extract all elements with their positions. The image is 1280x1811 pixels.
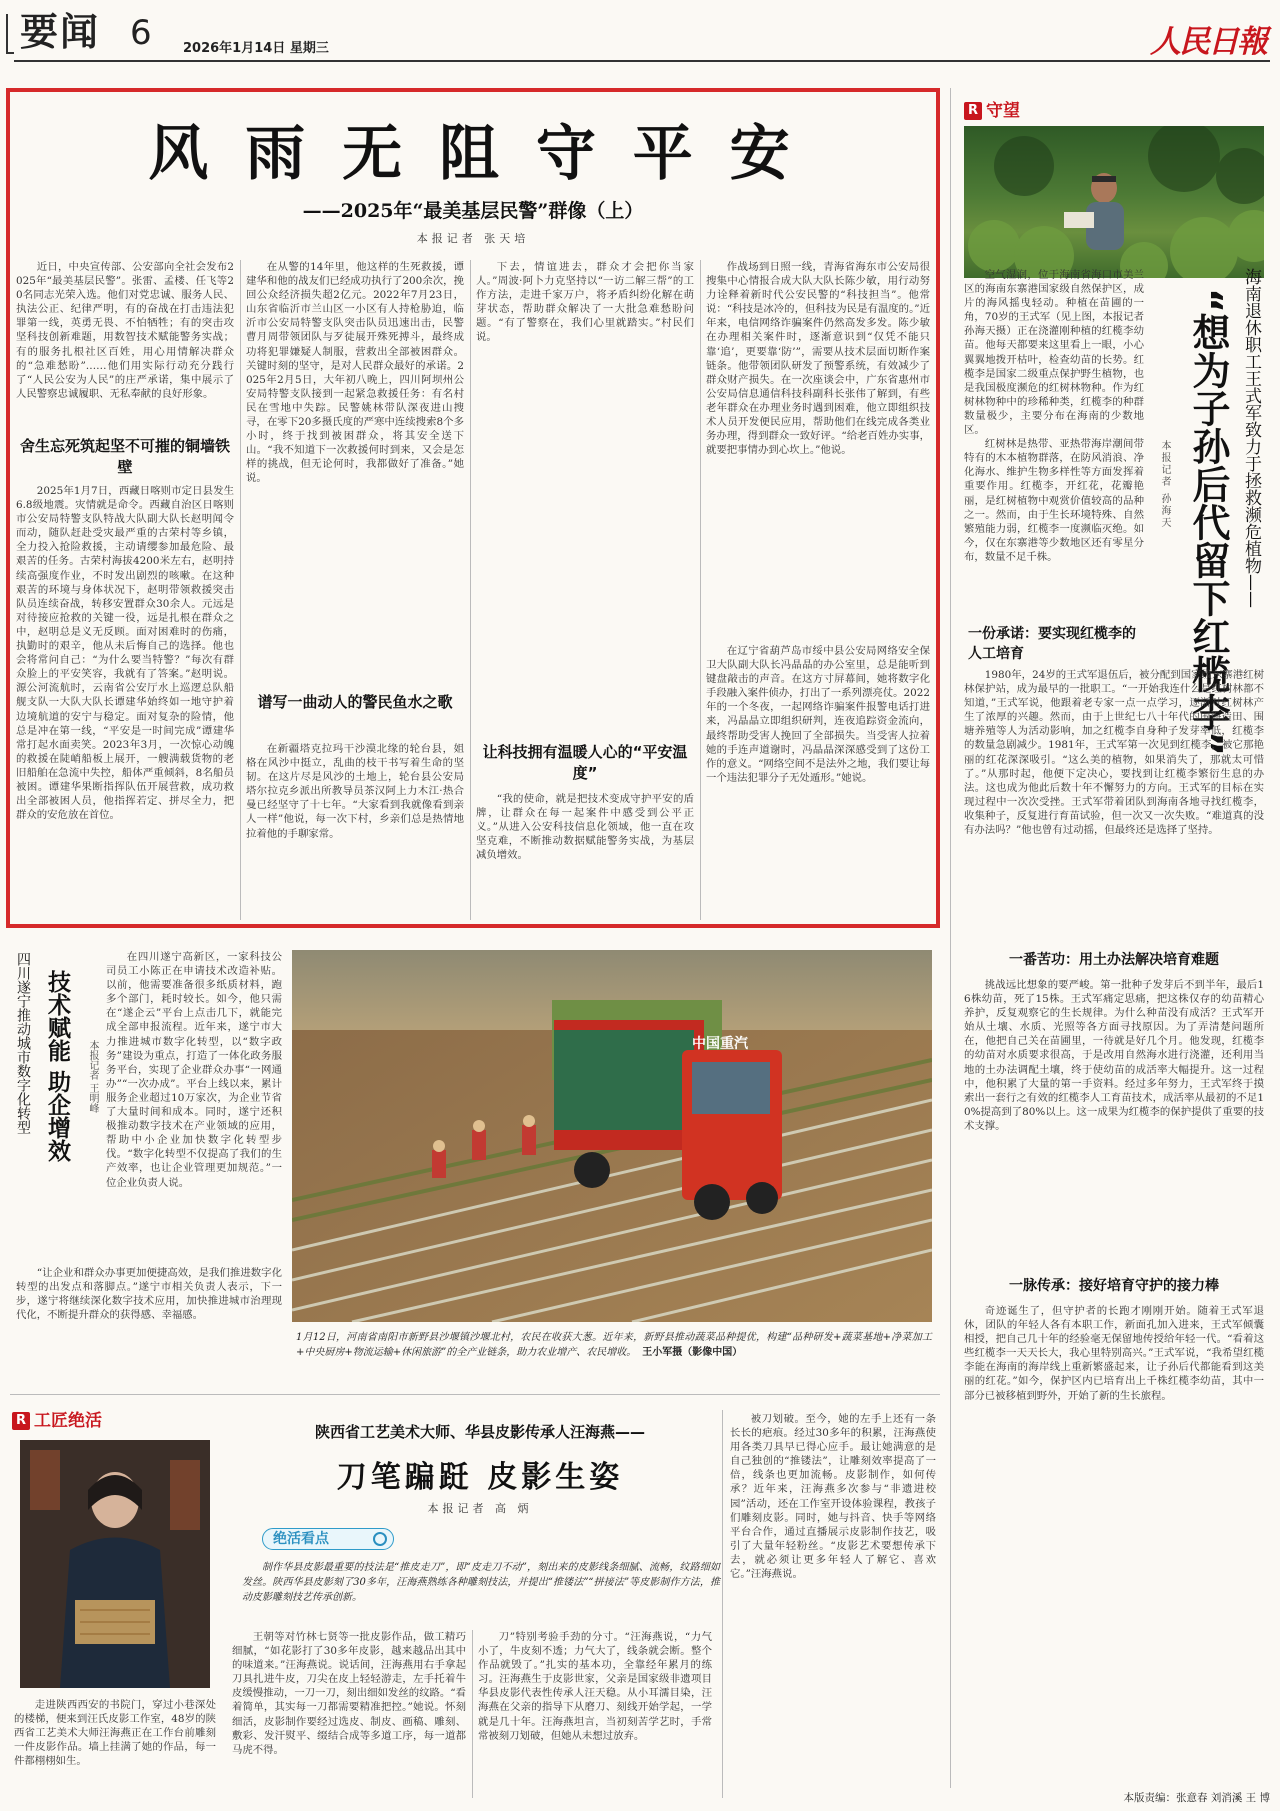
gongjiang-tag: 绝活看点: [262, 1528, 394, 1550]
lead-column-4: 作战场到日照一线，青海省海东市公安局很搜集中心情报合成大队大队长陈少敏，用行动努力诠释着新时代公安民警的“科技担当”。他常说：“科技是冰冷的，但科技为民是有温度的。”近年来，电信网络诈骗案件仍然高发多发。陈少敏在办理相关案件时，逐渐意识到“仅凭不能只靠‘追’，更要靠‘防’”，需要从技术层面切断作案链条。他带领团队研发了预警系统，有效减少了群众财产损失。在一次座谈会中，广东省惠州市公安局信息通信科技科副科长张伟了解到，有些老年群众在办理业务时遇到困难，他立即组织技术人员开发便民应用，帮助他们在线完成各类业务办理，得到群众一致好评。“给老百姓办实事，就要把事情办到心坎上。”他说。: [706, 261, 930, 457]
gongjiang-divider-2: [722, 1410, 723, 1798]
masthead-rule: [14, 60, 1270, 62]
lead-column-4b: 在辽宁省葫芦岛市绥中县公安局网络安全保卫大队副大队长冯晶晶的办公室里，总是能听到键盘敲击的声音。在这方寸屏幕间，她将数字化手段融入案件侦办，打出了一系列漂亮仗。2022年的一个冬夜，一起网络诈骗案件报警电话打进来，冯晶晶立即组织研判，连夜追踪资金流向，最终帮助受害人挽回了全部损失。当受害人拉着她的手连声道谢时，冯晶晶深深感受到了这份工作的意义。“网络空间不是法外之地，我们要让每一个违法犯罪分子无处遁形。”她说。: [706, 645, 930, 784]
shouwang-section: [958, 88, 1274, 1788]
lead-byline: 本报记者 张天培: [416, 232, 530, 245]
section-name: 要闻: [20, 10, 101, 54]
shouwang-byline: 本报记者 孙海天: [1159, 440, 1170, 530]
shouwang-label: R 守望: [964, 96, 1020, 121]
masthead: [0, 0, 1280, 66]
lead-column-1b: 2025年1月7日，西藏日喀则市定日县发生6.8级地震。灾情就是命令。西藏自治区日喀则市公安局特警支队特战大队副大队长赵明闻令而动，随队赶赴受灾最严重的古荣村等乡镇，全力投入抢险救援，主动请缨参加最危险、最艰苦的任务。古荣村海拔4200米左右，赵明持续高强度作业，不时发出剧烈的咳嗽。在这种艰苦的环境与身体状况下，赵明带领救援突击队员连续奋战，转移安置群众30余人。元远是对待接应抢救的关键一役，远是扎根在群众之中，赵明总是义无反顾。面对困难时的伤痛，执勤时的艰辛，他从未后悔自己的选择。他也会将常问自己：“为什么要当特警？”每次有群众脸上的平安笑容，我就有了答案。”赵明说。源公河流航时，云南省公安厅水上巡逻总队船舰支队一大队大队长谭建华始终如一地守护着边境航道的安宁与稳定。面对复杂的险情，他总是冲在第一线，“平安是一时间完成”谭建华常打起水面卖笑。2023年3月，一次惊心动魄的救援在陡峭船板上展开，一艘满载货物的老旧船舶在急流中失控，船体严重倾斜，8名船员被困。谭建华果断指挥队伍开展营救，成功救出全部被困人员，他指挥若定、拼尽全力，把群众的安危放在首位。: [16, 485, 234, 822]
gongjiang-column-3: 刀”特别考验手劲的分寸。“汪海燕说，“力气小了，牛皮刻不透；力气大了，线条就会断。整个作品就毁了。”扎实的基本功，全靠经年累月的练习。汪海燕生于皮影世家，父亲是国家级非遗项目华县皮影代表性传承人汪天稳。从小耳濡目染，汪海燕在父亲的指导下从磨刀、刻线开始学起，一学就是几十年。汪海燕坦言，当初刻苦学艺时，手常常被刻刀划破，但她从未想过放弃。: [478, 1631, 712, 1742]
lead-story: [6, 88, 940, 928]
lead-divider-3: [700, 260, 701, 920]
gongjiang-byline: 本报记者 高 炳: [427, 1502, 533, 1515]
footer-editors: 本版责编：张意春 刘消溪 王 博: [1123, 1792, 1270, 1804]
gongjiang-column-4: 被刀划破。至今，她的左手上还有一条长长的疤痕。经过30多年的积累，汪海燕使用各类刀具早已得心应手。最让她满意的是自己独创的“推镂法”，让雕刻效率提高了一倍，线条也更加流畅。皮影制作，如何传承？近年来，汪海燕多次参与“非遗进校园”活动，还在工作室开设体验课程，教孩子们雕刻皮影。同时，她与抖音、快手等网络平台合作，通过直播展示皮影制作技艺，吸引了大量年轻粉丝。“皮影艺术要想传承下去，就必须让更多年轻人了解它、喜欢它。”汪海燕说。: [730, 1413, 936, 1581]
artisan-photo-graphic: [20, 1440, 210, 1688]
suining-text-2: “让企业和群众办事更加便捷高效，是我们推进数字化转型的出发点和落脚点。”遂宁市相关负责人表示，下一步，遂宁将继续深化数字技术应用，加快推进城市治理现代化，不断提升群众的获得感、幸福感。: [16, 1267, 282, 1322]
gongjiang-column-1: 走进陕西西安的书院门，穿过小巷深处的楼梯，便来到汪氏皮影工作室，48岁的陕西省工艺美术大师汪海燕正在工作台前雕刻一件皮影作品。墙上挂满了她的作品，每一件都栩栩如生。: [14, 1699, 216, 1768]
gongjiang-lead: 制作华县皮影最重要的技法是“推皮走刀”，即“皮走刀不动”，刻出来的皮影线条细腻、流畅，纹路细如发丝。陕西华县皮影刻了30多年，汪海燕熟练各种雕刻技法，并提出“推镂法”“拼接法”等皮影制作方法，推动皮影雕刻技艺传承创新。: [242, 1562, 720, 1603]
paper-logo: 人民日報: [1150, 24, 1266, 60]
shouwang-section-2: 挑战远比想象的要严峻。第一批种子发芽后不到半年，最后16株幼苗，死了15株。王式军痛定思痛，把这株仅存的幼苗精心养护，反复观察它的生长规律。为什么种苗没有成活？王式军开始从土壤、水质、光照等各方面寻找原因。为了弄清楚问题所在，他把自己关在苗圃里，一待就是好几个月。他发现，红榄李的幼苗对水质要求很高，于是改用自然海水进行浇灌，还利用当地的土办法调配土壤，终于使幼苗的成活率大幅提升。这一过程中，他积累了大量的第一手资料。经过多年努力，王式军终于摸索出一套行之有效的红榄李人工育苗技术，成活率从最初的不足10%提高到了80%以上。这一成果为红榄李的保护提供了重要的技术支撑。: [964, 979, 1264, 1132]
suining-headline: 技术赋能 助企增效: [44, 970, 70, 1163]
artisan-photo: [20, 1440, 210, 1688]
lead-column-2: 在从警的14年里，他这样的生死救援，谭建华和他的战友们已经成功执行了200余次，挽回公众经济损失超2亿元。2022年7月23日，山东省临沂市兰山区一小区有人持枪胁迫，临沂市公安局特警支队突击队员迅速出击，民警曹月周带领团队与歹徒展开殊死搏斗，最终成功将犯罪嫌疑人制服，营救出全部被困群众。关键时刻的坚守，是对人民群众最好的承诺。2025年2月5日，大年初八晚上，四川阿坝州公安局特警支队接到一起紧急救援任务：有名村民在雪地中失踪。民警姚林带队深夜进山搜寻，在零下20多摄氏度的严寒中连续搜索8个多小时，终于找到被困群众，将其安全送下山。“我不知道下一次救援何时到来，又会是怎样的挑战，但无论何时，我都做好了准备。”她说。: [246, 261, 464, 485]
gongjiang-story: [10, 1404, 940, 1802]
suining-story: [10, 940, 284, 1390]
right-column-divider: [950, 88, 951, 1788]
gongjiang-column-2: 王朝等对竹林七贤等一批皮影作品，做工精巧细腻，“如花影打了30多年皮影，越来越品出其中的味道来。”汪海燕说。说话间，汪海燕用右手拿起刀具扎进牛皮，刀尖在皮上轻轻游走，左手托着牛皮缓慢推动，一刀一刀，刻出细如发丝的纹路。“看着简单，其实每一刀都需要精准把控。”她说。怀刻细活，皮影制作要经过选皮、制皮、画稿、雕刻、敷彩、发汗熨平、缀结合成等多道工序，每一道都马虎不得。: [232, 1631, 466, 1756]
lead-subhead-3: 让科技拥有温暖人心的“平安温度”: [482, 743, 688, 782]
lead-column-2b: 在新疆塔克拉玛干沙漠北缘的轮台县，姐格在风沙中挺立，乱曲的枝干书写着生命的坚韧。在这片尽是风沙的土地上，轮台县公安局塔尔拉克乡派出所教导员茶汉阿上力木江·热合曼已经坚守了十七年。“大家看到我就像看到亲人一样”他说，每一次下村，乡亲们总是热情地拉着他的手聊家常。: [246, 743, 464, 840]
lead-subtitle: ——2025年“最美基层民警”群像（上）: [302, 200, 644, 222]
shouwang-kicker: 海南退休职工王式军致力于拯救濒危植物——: [1241, 268, 1261, 608]
suining-byline: 本报记者 王明峰: [87, 1040, 98, 1114]
lead-column-3b: “我的使命，就是把技术变成守护平安的盾牌，让群众在每一起案件中感受到公平正义。”从进入公安科技信息化领域，他一直在攻坚克难，不断推动数据赋能警务实战，为基层减负增效。: [476, 793, 694, 862]
section-rule: [10, 1394, 940, 1395]
masthead-bracket: [6, 14, 14, 54]
lead-column-1: 近日，中央宣传部、公安部向全社会发布2025年“最美基层民警”。张雷、孟楼、任飞等20名同志光荣入选。他们对党忠诚、服务人民、执法公正、纪律严明，有的奋战在打击违法犯罪第一线，英勇无畏、不怕牺牲；有的突击攻坚科技创新难题，用数智技术赋能警务实战；有的服务扎根社区百姓，用心用情解决群众的“急难愁盼”……他们用实际行动充分践行了“人民公安为人民”的庄严承诺，集中展示了人民警察忠诚履职、无私奉献的良好形象。: [16, 261, 234, 400]
lead-subhead-2: 谱写一曲动人的警民鱼水之歌: [257, 693, 453, 711]
lead-subhead-1: 舍生忘死筑起坚不可摧的铜墙铁壁: [20, 437, 231, 476]
photo-caption: 1月12日，河南省南阳市新野县沙堰镇沙堰北村，农民在收获大葱。近年来，新野县推动蔬菜品种提优，构建“品种研发+蔬菜基地+净菜加工+中央厨房+物流运输+休闲旅游”的全产业链条，助力农业增产、农民增收。 王小军摄（影像中国）: [296, 1332, 932, 1358]
shouwang-subhead-3: 一脉传承：接好培育守护的接力棒: [1009, 1278, 1219, 1294]
shouwang-section-1: 1980年，24岁的王式军退伍后，被分配到国家级东寨港红树林保护站，成为最早的一批职工。“一开始我连什么是红树林都不知道，”王式军说，他跟着老专家一点一点学习，逐渐对红树林产生了浓厚的兴趣。然而，由于上世纪七八十年代的围海造田、围塘养殖等人为活动影响，加之红榄李自身种子发芽率低，红榄李的数量急剧减少。1981年，王式军第一次见到红榄李，被它那艳丽的红花深深吸引。“这么美的植物，如果消失了，那就太可惜了。”从那时起，他便下定决心，要找到让红榄李繁衍生息的办法。这也成为他此后数十年不懈努力的方向。王式军的目标在实现过程中一次次受挫。王式军带着团队到海南各地寻找红榄李，收集种子，反复进行育苗试验，但一次又一次失败。“难道真的没有办法吗？”他也曾有过动摇，但最终还是选择了坚持。: [964, 669, 1264, 837]
shouwang-subhead-2: 一番苦功：用土办法解决培育难题: [1009, 952, 1219, 968]
suining-text: 在四川遂宁高新区，一家科技公司员工小陈正在申请技术改造补贴。以前，他需要准备很多纸质材料，跑多个部门，耗时较长。如今，他只需在“遂企云”平台上点击几下，就能完成全部申报流程。近年来，遂宁市大力推进城市数字化转型，以“数字政务”建设为重点，打造了一体化政务服务平台，实现了企业群众办事“一网通办”“一次办成”。平台上线以来，累计服务企业超过10万家次，为企业节省了大量时间和成本。同时，遂宁还积极推动数字技术在产业领域的应用，帮助中小企业加快数字化转型步伐。“数字化转型不仅提高了我们的生产效率，也让企业管理更加规范。”一位企业负责人说。: [106, 951, 282, 1189]
harvest-photo: [292, 950, 932, 1322]
page-number: 6: [130, 13, 152, 53]
gongjiang-divider-1: [472, 1630, 473, 1798]
shouwang-intro: 空气湿润，位于海南省海口市美兰区的海南东寨港国家级自然保护区，成片的海风摇曳轻动。种植在苗圃的一角，70岁的王式军（见上图，本报记者孙海天摄）正在浇灌刚种植的红榄李幼苗。他每天都要来这里看上一眼，小心翼翼地拨开枯叶，检查幼苗的长势。红榄李是国家二级重点保护野生植物，也是我国极度濒危的红树林物种。作为红树林物种中的珍稀种类，红榄李的种群数量极少，主要分布在海南的少数地区。 红树林是热带、亚热带海岸潮间带特有的木本植物群落，在防风消浪、净化海水、维护生物多样性等方面发挥着重要作用。红榄李，开红花，花瓣艳丽，是红树植物中观赏价值较高的品种之一。然而，由于生长环境特殊、自然繁殖能力弱，红榄李一度濒临灭绝。如今，仅在东寨港等少数地区还有零星分布，数量不足千株。: [964, 269, 1144, 563]
lead-title: 风 雨 无 阻 守 平 安: [148, 119, 798, 189]
harvest-photo-graphic: [292, 950, 932, 1322]
suining-kicker: 四川遂宁推动城市数字化转型: [15, 952, 31, 1134]
mangrove-photo-graphic: [964, 126, 1264, 278]
gongjiang-kicker: 陕西省工艺美术大师、华县皮影传承人汪海燕——: [314, 1423, 645, 1441]
lead-column-3: 下去，情谊进去，群众才会把你当家人。”周波·阿卜力克坚持以“一访二解三帮”的工作方法，走进千家万户，将矛盾纠纷化解在萌芽状态，帮助群众解决了一大批急难愁盼问题。“有了警察在，我们心里就踏实。”村民们说。: [476, 261, 694, 344]
gongjiang-title: 刀笔蹁跹 皮影生姿: [336, 1460, 624, 1495]
mangrove-photo: [964, 126, 1264, 278]
tag-circle-icon: [373, 1532, 387, 1546]
shouwang-section-3: 奇迹诞生了，但守护者的长跑才刚刚开始。随着王式军退休，团队的年轻人各有本职工作，新面孔加入进来，王式军倾囊相授，把自己几十年的经验毫无保留地传授给年轻一代。“看着这些红榄李一天天长大，我心里特别高兴。”王式军说，“我希望红榄李能在海南的海岸线上重新繁盛起来，让子孙后代都能看到这美丽的红花。”如今，保护区内已培育出上千株红榄李幼苗，其中一部分已被移植到野外，开始了新的生长旅程。: [964, 1305, 1264, 1402]
truck-brand: 中国重汽: [692, 1036, 748, 1052]
lead-divider-1: [240, 260, 241, 920]
shouwang-subhead-1: 一份承诺：要实现红榄李的人工培育: [968, 626, 1136, 662]
gongjiang-mark-icon: R: [12, 1412, 30, 1430]
shouwang-headline: “想为子孙后代留下红榄李”: [1186, 288, 1230, 756]
lead-divider-2: [470, 260, 471, 920]
section-mark-icon: R: [964, 102, 982, 120]
issue-date: 2026年1月14日 星期三: [183, 41, 329, 56]
gongjiang-label: R 工匠绝活: [12, 1406, 102, 1431]
